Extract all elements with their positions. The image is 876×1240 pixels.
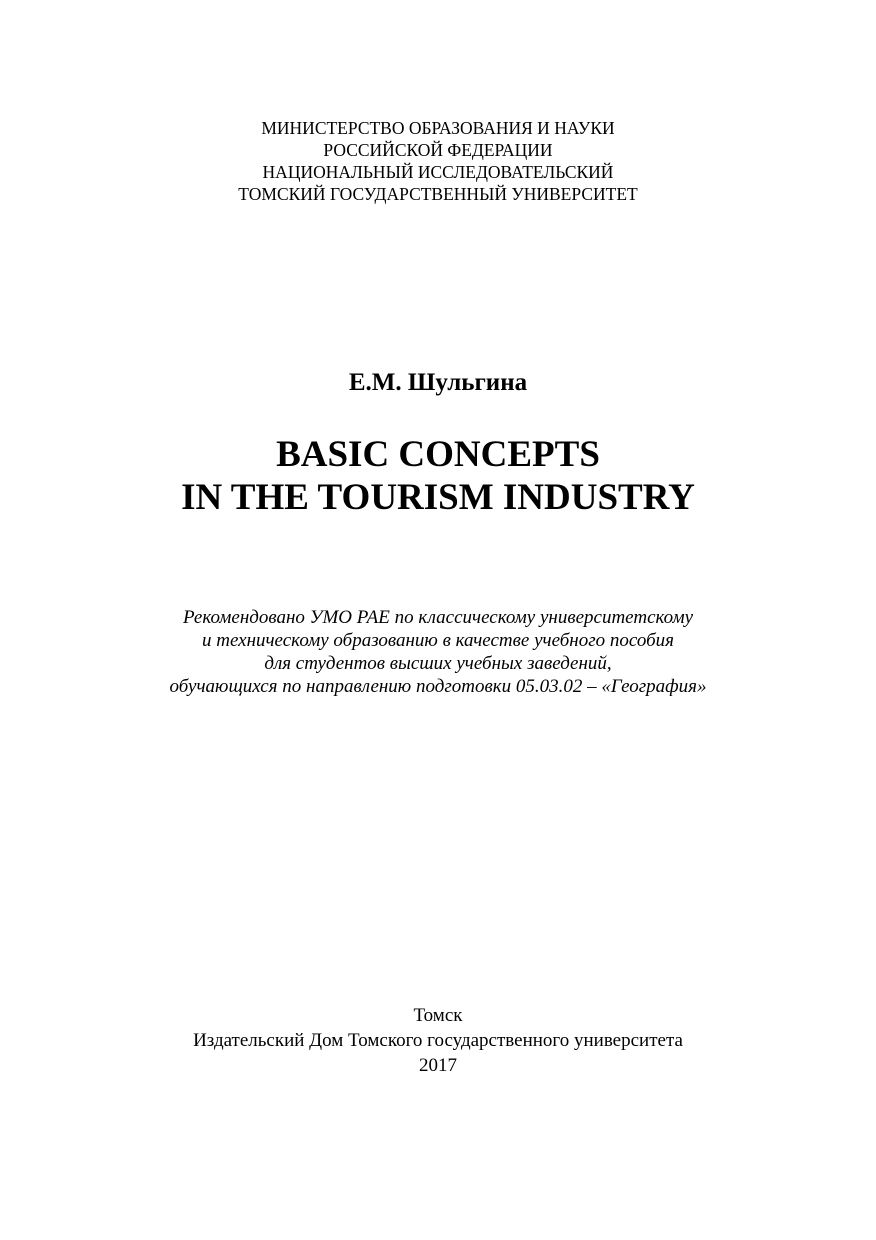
recommendation-line: и техническому образованию в качестве учебного пособия bbox=[201, 630, 674, 651]
recommendation-note bbox=[0, 606, 876, 698]
recommendation-line: для студентов высших учебных заведений, bbox=[264, 653, 612, 674]
institution-line: НАЦИОНАЛЬНЫЙ ИССЛЕДОВАТЕЛЬСКИЙ bbox=[262, 162, 614, 182]
institution-line: ТОМСКИЙ ГОСУДАРСТВЕННЫЙ УНИВЕРСИТЕТ bbox=[238, 184, 638, 204]
imprint bbox=[0, 1003, 876, 1078]
book-title bbox=[0, 433, 876, 519]
recommendation-line: Рекомендовано УМО РАЕ по классическому университетскому bbox=[182, 607, 694, 628]
recommendation-line: обучающихся по направлению подготовки 05.03.02 – «География» bbox=[169, 676, 707, 697]
imprint-city: Томск bbox=[413, 1005, 463, 1026]
institution-line: РОССИЙСКОЙ ФЕДЕРАЦИИ bbox=[323, 140, 553, 160]
book-title-line: IN THE TOURISM INDUSTRY bbox=[181, 477, 695, 518]
institution-header bbox=[0, 117, 876, 205]
imprint-publisher: Издательский Дом Томского государственного университета bbox=[193, 1030, 683, 1051]
book-title-line: BASIC CONCEPTS bbox=[276, 434, 600, 475]
author-name: Е.М. Шульгина bbox=[348, 369, 528, 396]
institution-line: МИНИСТЕРСТВО ОБРАЗОВАНИЯ И НАУКИ bbox=[261, 118, 615, 138]
imprint-year: 2017 bbox=[419, 1055, 457, 1076]
